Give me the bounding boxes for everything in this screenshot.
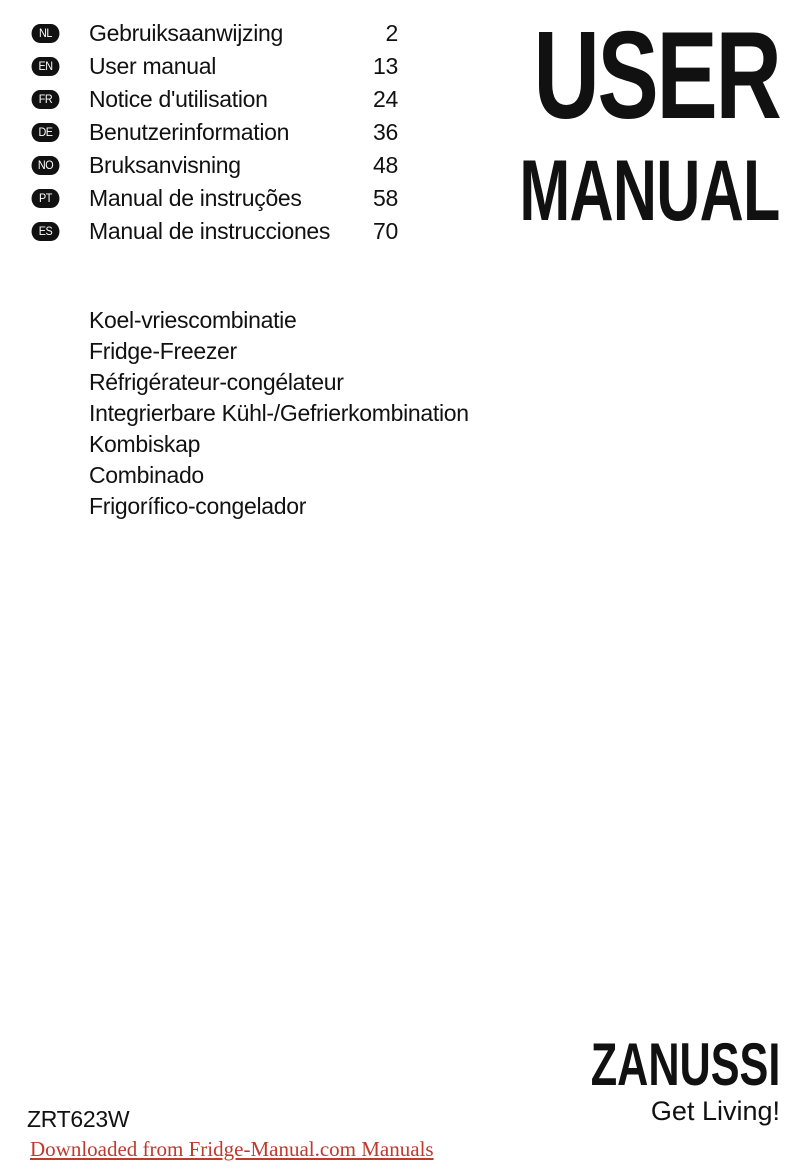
toc-page-number: 58 [373,185,398,211]
toc-title: Manual de instrucciones [89,218,331,244]
brand-slogan: Get Living! [650,1096,780,1126]
table-of-contents [30,17,398,248]
toc-title: User manual [89,53,217,79]
toc-title: Gebruiksaanwijzing [89,20,284,46]
toc-row-de[interactable] [30,116,398,149]
toc-row-en[interactable] [30,50,398,83]
brand-logo: ZANUSSI [590,1031,780,1098]
product-name: Frigorífico-congelador [89,493,307,519]
toc-title: Bruksanvisning [89,152,241,178]
toc-page-number: 36 [373,119,398,145]
toc-page-number: 70 [373,218,398,244]
product-list [89,305,469,522]
toc-row-pt[interactable] [30,182,398,215]
language-badge: EN [32,57,60,76]
toc-page-number: 24 [373,86,398,112]
product-name: Combinado [89,462,204,488]
product-name: Réfrigérateur-congélateur [89,369,344,395]
product-name: Kombiskap [89,431,201,457]
language-badge: FR [32,90,60,109]
title-user: USER [533,7,780,145]
title-manual: MANUAL [519,143,780,239]
toc-page-number: 48 [373,152,398,178]
language-badge: DE [32,123,60,142]
language-badge: NL [32,24,60,43]
download-source-link[interactable]: Downloaded from Fridge-Manual.com Manuals [30,1137,434,1161]
toc-row-nl[interactable] [30,17,398,50]
language-badge: PT [32,189,60,208]
toc-page-number: 13 [373,53,398,79]
product-name: Koel-vriescombinatie [89,307,297,333]
toc-row-fr[interactable] [30,83,398,116]
toc-title: Manual de instruções [89,185,302,211]
language-badge: NO [32,156,60,175]
model-number: ZRT623W [27,1106,130,1132]
toc-row-no[interactable] [30,149,398,182]
product-name: Integrierbare Kühl-/Gefrierkombination [89,400,469,426]
language-badge: ES [32,222,60,241]
toc-page-number: 2 [385,20,398,46]
toc-title: Benutzerinformation [89,119,290,145]
product-name: Fridge-Freezer [89,338,237,364]
toc-title: Notice d'utilisation [89,86,268,112]
toc-row-es[interactable] [30,215,398,248]
